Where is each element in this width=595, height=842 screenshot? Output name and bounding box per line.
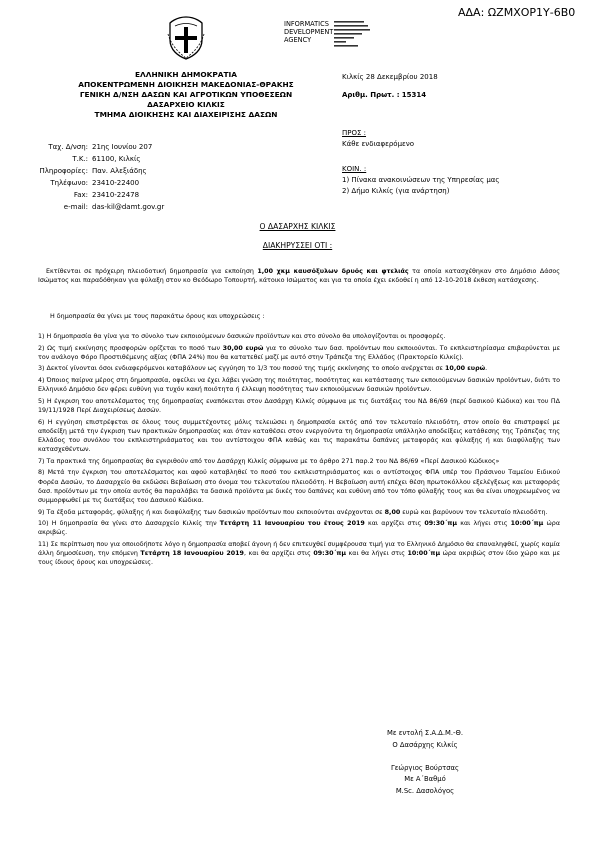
term-time: 10:00΄πμ: [510, 520, 544, 528]
cc-item: 1) Πίνακα ανακοινώσεων της Υπηρεσίας μας: [342, 176, 500, 184]
header-line: ΓΕΝΙΚΗ Δ/ΝΣΗ ΔΑΣΩΝ ΚΑΙ ΑΓΡΟΤΙΚΩΝ ΥΠΟΘΕΣΕΩΝ: [79, 90, 293, 99]
protocol-number-line: [342, 86, 438, 104]
term-item: 6) Η εγγύηση επιστρέφεται σε όλους τους συμμετέχοντες μόλις τελειώσει η δημοπρασία εκτός από τον τελευταίο πλειοδότη, στον οποίο θα επιστραφεί με αποδείξη μετά την έγκριση των πρακτικών δημοπρασίας και όταν καταθέσει στον ενεργούντα τη δημοπρασία υπάλληλο αποδείξεις κατάθεσης της Τράπεζας της Ελλάδος του συνόλου του εκπλειστηριάσματος και του αντίστοιχου ΦΠΑ καθώς και τις παρακάτω δαπάνες μεταφοράς και φύλαξης ή και διαφύλαξης των κατασχεθέντων.: [38, 418, 560, 454]
term-text: 11) Σε περίπτωση που για οποιοδήποτε λόγο η δημοπρασία αποβεί άγονη ή δεν επιτευχθεί συμφέρουσα τιμή για το Ελληνικό Δημόσιο θα επαναληφθεί, χωρίς καμία άλλη δημοσίευση, την επόμενη: [38, 540, 560, 558]
contact-row: [14, 165, 314, 177]
contact-label: Πληροφορίες:: [39, 167, 88, 175]
contact-value: 23410-22478: [92, 191, 140, 199]
signature-line: Ο Δασάρχης Κιλκίς: [392, 740, 458, 749]
digital-signature-stamp-icon: [334, 20, 374, 52]
declaration-heading: ΔΙΑΚΗΡΥΣΣΕΙ ΟΤΙ :: [262, 241, 333, 250]
document-title: Ο ΔΑΣΑΡΧΗΣ ΚΙΛΚΙΣ: [259, 222, 336, 231]
intro-quantity: 1,00 χκμ καυσόξυλων δρυός και φτελιάς: [257, 268, 409, 275]
email-link[interactable]: das-kil@damt.gov.gr: [92, 203, 165, 211]
term-item: [38, 364, 560, 373]
contact-row: [14, 201, 314, 213]
stamp-line: DEVELOPMENT: [284, 28, 334, 36]
document-date: Κιλκίς 28 Δεκεμβρίου 2018: [342, 73, 438, 81]
greek-coat-of-arms-icon: [166, 14, 206, 60]
term-item: 8) Μετά την έγκριση του αποτελέσματος και αφού καταβληθεί το ποσό του εκπλειστηριάσματος και ο αντίστοιχος ΦΠΑ υπέρ του Πράσινου Ταμείου Ειδικού Φορέα Δασών, το Δασαρχείο θα εκδώσει Βεβαίωση στο όνομα του τελευταίου πλειοδότη. Η Βεβαίωση αυτή επέχει θέση πρωτοκόλλου εξελέγξεως και μεταφοράς δασ. προϊόντων με την οποία αυτός θα παραλάβει τα δασικά προϊόντα με δικές του δαπάνες και ευθύνη από τον τόπο φύλαξής τους και θα είναι υποχρεωμένος να συμμορφωθεί με τις διατάξεις του Δασικού Κώδικα.: [38, 469, 560, 504]
contact-value: 61100, Κιλκίς: [92, 155, 141, 163]
contact-label: e-mail:: [63, 203, 88, 211]
protocol-number: 15314: [401, 91, 427, 99]
term-amount: 10,00 ευρώ: [445, 365, 486, 373]
cc-label: ΚΟΙΝ. :: [342, 165, 367, 173]
contact-label: Τηλέφωνο:: [50, 179, 88, 187]
conditions-intro: Η δημοπρασία θα γίνει με τους παρακάτω όρους και υποχρεώσεις :: [50, 313, 265, 320]
term-text: 3) Δεκτοί γίνονται όσοι ενδιαφερόμενοι καταβάλουν ως εγγύηση το 1/3 του ποσού της τιμής εκκίνησης το οποίο ανέρχεται σε: [38, 365, 445, 373]
term-text: ώρα ακριβώς.: [38, 520, 561, 537]
informatics-development-agency-stamp: [284, 20, 333, 44]
contact-value: 21ης Ιουνίου 207: [92, 143, 153, 151]
term-amount: 30,00 ευρώ: [222, 344, 264, 352]
signature-spacer: [360, 751, 490, 763]
term-date: Τετάρτη 11 Ιανουαρίου του έτους 2019: [219, 520, 365, 528]
terms-list: [38, 332, 560, 570]
header-line: ΤΜΗΜΑ ΔΙΟΙΚΗΣΗΣ ΚΑΙ ΔΙΑΧΕΙΡΙΣΗΣ ΔΑΣΩΝ: [94, 110, 278, 119]
issuing-authority-header: [62, 70, 310, 120]
intro-text: τα οποία κατασχέθηκαν στο Δημόσιο Δάσος Ισώματος και παραδόθηκαν για φύλαξη στον κο Θεόδωρο Τοπουρτή, κάτοικο Ισώματος και για τα οποία έχει εκδοθεί η από 12-10-2018 έκθεση κατάσχεσης.: [38, 268, 561, 285]
term-time: 10:00΄πμ: [407, 550, 441, 558]
term-text: και αρχίζει στις: [364, 520, 425, 528]
stamp-line: AGENCY: [284, 36, 312, 44]
contact-label: Τ.Κ.:: [72, 155, 88, 163]
cc-item: 2) Δήμο Κιλκίς (για ανάρτηση): [342, 187, 450, 195]
signatory-title: M.Sc. Δασολόγος: [395, 786, 455, 795]
header-line: ΕΛΛΗΝΙΚΗ ΔΗΜΟΚΡΑΤΙΑ: [134, 70, 237, 79]
term-item: 7) Τα πρακτικά της δημοπρασίας θα εγκριθούν από τον Δασάρχη Κιλκίς σύμφωνα με το άρθρο 271 παρ.2 του ΝΔ 86/69 «Περί Δασικού Κώδικος»: [38, 457, 500, 465]
term-text: και θα λήγει στις: [346, 550, 408, 558]
recipient-block: [342, 128, 414, 150]
recipient-value: Κάθε ενδιαφερόμενο: [342, 140, 415, 148]
recipient-label: ΠΡΟΣ :: [342, 129, 367, 137]
contact-row: [14, 153, 314, 165]
term-item: [38, 344, 560, 362]
term-time: 09:30΄πμ: [424, 520, 458, 528]
signatory-rank: Με Α΄Βαθμό: [404, 775, 446, 783]
signature-line: Με εντολή Σ.Α.Δ.Μ.-Θ.: [387, 729, 463, 737]
signatory-name: Γεώργιος Βούρτσας: [390, 763, 460, 772]
term-item: [38, 519, 560, 537]
contact-row: [14, 177, 314, 189]
cc-block: [342, 164, 500, 197]
term-text: και λήγει στις: [457, 520, 511, 528]
ada-code: ΑΔΑ: ΩΖΜΧΟΡ1Υ-6Β0: [458, 6, 576, 19]
term-item: 5) Η έγκριση του αποτελέσματος της δημοπρασίας εναπόκειται στον Δασάρχη Κιλκίς σύμφωνα με τις διατάξεις του ΝΔ 86/69 (περί δασικού Κώδικα) και του ΠΔ 19/11/1928 Περί Διαχειρίσεως Δασών.: [38, 397, 560, 414]
contact-label: Fax:: [73, 191, 88, 199]
term-text: 10) Η δημοπρασία θα γίνει στο Δασαρχείο Κιλκίς την: [38, 520, 220, 528]
signature-block: [360, 728, 490, 797]
protocol-label: Αριθμ. Πρωτ. :: [342, 91, 400, 99]
contact-row: [14, 141, 314, 153]
term-text: ευρώ και βαρύνουν τον τελευταίο πλειοδότη.: [400, 508, 548, 516]
term-item: [38, 540, 560, 568]
term-date: Τετάρτη 18 Ιανουαρίου 2019: [140, 550, 244, 558]
contact-value: 23410-22400: [92, 179, 140, 187]
term-text: .: [485, 365, 488, 373]
term-text: για το σύνολο των δασ. προϊόντων που εκποιούνται. Το εκπλειστηρίασμα επιβαρύνεται με τον ανάλογο Φόρο Προστιθέμενης αξίας (ΦΠΑ 24%) που θα κατατεθεί μαζί με αυτό στην Τράπεζα της Ελλάδος (Πρακτορείο Κιλκίς).: [38, 344, 560, 361]
date-and-protocol: [342, 68, 438, 104]
term-text: 2) Ως τιμή εκκίνησης προσφορών ορίζεται το ποσό των: [38, 344, 223, 352]
header-line: ΑΠΟΚΕΝΤΡΩΜΕΝΗ ΔΙΟΙΚΗΣΗ ΜΑΚΕΔΟΝΙΑΣ-ΘΡΑΚΗΣ: [78, 80, 294, 89]
term-text: ώρα ακριβώς στον ίδιο χώρο και με τους ίδιους όρους και υποχρεώσεις.: [38, 550, 560, 567]
contact-row: [14, 189, 314, 201]
term-item: [38, 508, 560, 517]
intro-paragraph: [38, 267, 560, 285]
stamp-line: INFORMATICS: [284, 20, 329, 28]
term-item: 1) Η δημοπρασία θα γίνα για το σύνολο των εκποιούμενων δασικών προϊόντων και στο σύνολο θα υπολογίζονται οι προσφορές.: [38, 333, 446, 340]
term-amount: 8,00: [384, 508, 401, 516]
contact-value: Παν. Αλεξιάδης: [92, 167, 147, 175]
contact-details: [14, 141, 314, 213]
term-text: 9) Τα έξοδα μεταφοράς, φύλαξης ή και διαφύλαξης των δασικών προϊόντων που εκποιούνται ανέρχονται σε: [38, 508, 385, 516]
term-text: , και θα αρχίζει στις: [243, 550, 314, 558]
term-item: 4) Όποιος παίρνα μέρος στη δημοπρασία, οφείλει να έχει λάβει γνώση της ποιότητας, ποσότητας και κατάστασης των εκποιούμενων δασικών προϊόντων, διότι το Ελληνικό Δημόσιο δεν φέρει ευθύνη για τυχόν κακή ποιότητα ή έλλειψη ποσότητας των εκποιούμενων δασικών προϊόντων.: [38, 376, 560, 394]
term-time: 09:30΄πμ: [313, 550, 347, 558]
contact-label: Ταχ. Δ/νση:: [48, 143, 88, 151]
intro-text: Εκτίθενται σε πρόχειρη πλειοδοτική δημοπρασία για εκποίηση: [46, 268, 258, 275]
header-line: ΔΑΣΑΡΧΕΙΟ ΚΙΛΚΙΣ: [147, 100, 225, 109]
